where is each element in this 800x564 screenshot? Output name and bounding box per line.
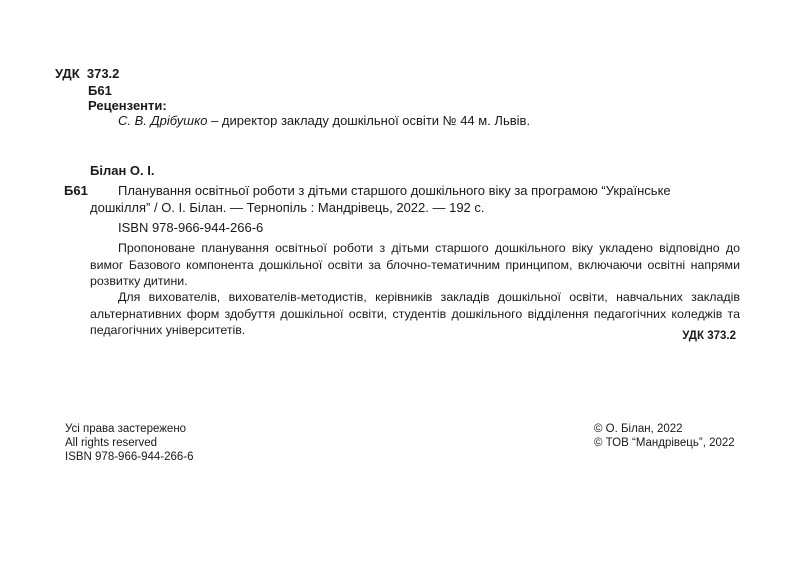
- udk-footer: УДК 373.2: [682, 330, 736, 342]
- footer-isbn: ISBN 978-966-944-266-6: [65, 451, 194, 463]
- udk-code: 373.2: [86, 66, 120, 81]
- title-line-1: Планування освітньої роботи з дітьми старшого дошкільного віку за програмою “Українське: [118, 183, 671, 198]
- copyright-author: © О. Білан, 2022: [594, 423, 683, 435]
- catalog-code: Б61: [64, 183, 88, 198]
- copyright-publisher: © ТОВ “Мандрівець”, 2022: [594, 437, 735, 449]
- author: Білан О. І.: [90, 163, 155, 178]
- title-line-2: дошкілля” / О. І. Білан. — Тернопіль : Мандрівець, 2022. — 192 с.: [90, 200, 485, 215]
- abstract-paragraph-2: Для вихователів, вихователів-методистів, керівників закладів дошкільної освіти, навчальних закладів альтернативних форм здобуття дошкільної освіти, студентів дошкільного відділення педагогічних коледжів та педагогічних університетів.: [90, 290, 740, 337]
- rights-en: All rights reserved: [65, 437, 158, 449]
- reviewer-desc: – директор закладу дошкільної освіти № 44 м. Львів.: [207, 113, 531, 128]
- reviewers-label: Рецензенти:: [88, 98, 167, 113]
- rights-ua: Усі права застережено: [65, 423, 187, 435]
- reviewer-name: С. В. Дрібушко: [118, 113, 208, 128]
- udk-line: [55, 65, 119, 82]
- reviewer-line: [118, 112, 530, 129]
- bbk-code: Б61: [88, 83, 112, 98]
- udk-label: УДК: [55, 66, 80, 81]
- catalog-isbn: ISBN 978-966-944-266-6: [118, 220, 264, 235]
- abstract-paragraph-1: Пропоноване планування освітньої роботи з дітьми старшого дошкільного віку укладено відповідно до вимог Базового компонента дошкільної освіти за блочно-тематичним принципом, включаючи освітні напрями розвитку дитини.: [90, 241, 740, 288]
